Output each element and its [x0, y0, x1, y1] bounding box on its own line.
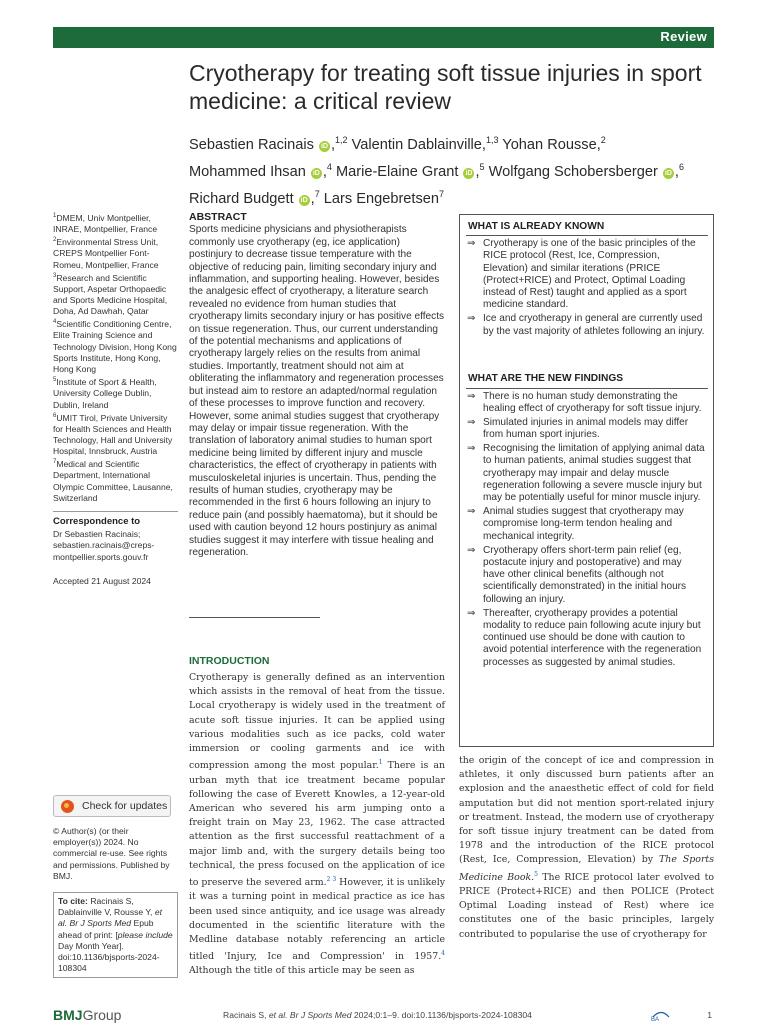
arrow-icon: ⇒ — [467, 313, 476, 325]
affiliation-sup: 7 — [53, 459, 57, 466]
body-text: Cryotherapy is generally defined as an intervention which assists in the removal of heat from the tissue. Local cryotherapy is widely used in the treatment of acute soft tissue injuries. It can be applied using various modalities such as ice packs, cold water immersion or cooling garments and ice with compression among the most popular. — [189, 672, 445, 772]
affiliations — [53, 211, 178, 504]
arrow-icon: ⇒ — [467, 544, 476, 556]
affiliation-text: Scientific Conditioning Centre, Elite Training Science and Technology Division, Hong Kong Sports Institute, Hong Kong, Hong Kong — [53, 319, 177, 375]
correspondence-heading: Correspondence to — [53, 516, 141, 527]
list-item-text: There is no human study demonstrating the healing effect of cryotherapy for soft tissue injury. — [483, 391, 702, 415]
abstract-heading: ABSTRACT — [189, 211, 247, 223]
affiliation-sup: 4 — [53, 319, 57, 326]
affiliation-text: DMEM, Univ Montpellier, INRAE, Montpellier, France — [53, 212, 158, 235]
list-item — [466, 608, 706, 669]
cite-journal: Br J Sports Med — [69, 918, 132, 929]
cite-doi[interactable]: Day Month Year]. doi:10.1136/bjsports-2024-108304 — [58, 940, 160, 974]
affiliation-sup: 2 — [53, 237, 57, 244]
author-affil-sup: 6 — [678, 161, 684, 172]
affiliation-item — [53, 271, 178, 318]
body-text: The RICE protocol later evolved to PRICE (Protect+RICE) and then POLICE (Protect Optimal Loading instead of Rest) where ice constitutes one of the basic principles, largely contributed to popularise the use of cryotherapy for — [459, 871, 714, 940]
affiliation-text: Medical and Scientific Department, International Olympic Committee, Lausanne, Switzerland — [53, 459, 173, 503]
affiliation-item — [53, 235, 178, 270]
orcid-icon[interactable]: iD — [465, 169, 473, 177]
affiliation-text: Environmental Stress Unit, CREPS Montpellier Font-Romeu, Montpellier, France — [53, 237, 159, 270]
page-footer — [53, 1007, 714, 1024]
author-name[interactable]: Valentin Dablainville, — [351, 136, 486, 153]
new-findings-heading: WHAT ARE THE NEW FINDINGS — [468, 373, 624, 384]
abstract-divider — [189, 617, 320, 618]
list-item-text: Recognising the limitation of applying animal data to human patients, animal studies suggest that cryotherapy may impair and delay muscle regeneration following a severe muscle injury but may be potentially useful for minor muscle injury. — [483, 443, 705, 504]
known-heading: WHAT IS ALREADY KNOWN — [468, 221, 605, 232]
copyright-notice: © Author(s) (or their employer(s)) 2024. No commercial re-use. See rights and permissions. Published by BMJ. — [53, 826, 170, 881]
author-name[interactable]: Yohan Rousse, — [502, 136, 601, 153]
affiliation-sup: 1 — [53, 213, 57, 219]
body-text: the origin of the concept of ice and compression in athletes, it only discussed burn patients after an explosion and the anaesthetic effect of cold for field amputation but did not mention sport-related injury or treatment. Instead, the modern use of cryotherapy for soft tissue injury treatment can be dated from 1978 and the introduction of the RICE protocol (Rest, Ice, Compression, Elevation) by — [459, 755, 714, 866]
section-banner — [53, 27, 714, 48]
arrow-icon: ⇒ — [467, 238, 476, 249]
reference-link[interactable]: 2 3 — [326, 875, 337, 883]
list-item-text: Animal studies suggest that cryotherapy may compromise long-term tendon healing and mechanical integrity. — [483, 506, 684, 542]
bmj-group-logo[interactable] — [53, 1007, 121, 1023]
author-name[interactable]: Richard Budgett — [189, 190, 294, 207]
cite-text: Racinais S, Dablainville V, Rousse Y, — [58, 896, 155, 918]
affiliation-item — [53, 375, 178, 410]
group-logo-text: Group — [82, 1007, 122, 1023]
affiliation-sup: 5 — [53, 377, 57, 384]
body-text: However, it is unlikely it was a turning point in medical practice as ice has been used since antiquity, and ice usage was already documented in the scientific literature with the Medline database notably referencing an article titled 'Injury, Ice and Compression' in 1957. — [189, 877, 445, 963]
orcid-icon[interactable]: iD — [300, 196, 308, 204]
list-item-text: Simulated injuries in animal models may differ from human sport injuries. — [483, 417, 689, 441]
cite-label: To cite: — [58, 896, 88, 906]
abstract — [189, 211, 445, 559]
article-title: Cryotherapy for treating soft tissue injuries in sport medicine: a critical review — [189, 60, 702, 114]
footer-citation — [223, 1010, 532, 1020]
author-affil-sup: 1,2 — [335, 135, 348, 145]
cite-placeholder: please include — [117, 929, 173, 940]
list-item — [466, 506, 706, 543]
author-affil-sup: 1,3 — [485, 135, 499, 145]
new-findings-list — [466, 391, 706, 671]
footer-citation-doi: 2024;0:1–9. doi:10.1136/bjsports-2024-108304 — [351, 1010, 532, 1020]
list-item — [466, 391, 706, 416]
affiliation-item — [53, 317, 178, 375]
correspondence — [53, 516, 178, 563]
reference-link[interactable]: 5 — [534, 870, 538, 878]
author-name[interactable]: Sebastien Racinais — [189, 136, 314, 153]
check-for-updates-button[interactable] — [53, 795, 171, 817]
bmj-logo-text: BMJ — [53, 1007, 83, 1023]
footer-citation-journal: et al. Br J Sports Med — [268, 1010, 352, 1020]
author-name[interactable]: Wolfgang Schobersberger — [488, 163, 658, 180]
author-affil-sup: 4 — [326, 161, 332, 172]
author-name[interactable]: Lars Engebretsen — [323, 190, 440, 207]
reference-link[interactable]: 1 — [378, 759, 383, 767]
check-for-updates-label: Check for updates — [82, 800, 168, 812]
arrow-icon: ⇒ — [467, 506, 476, 518]
introduction-heading: INTRODUCTION — [189, 655, 270, 667]
accepted-date: Accepted 21 August 2024 — [53, 576, 151, 586]
author-affil-sup: 2 — [600, 135, 606, 145]
divider — [466, 235, 708, 236]
affiliation-item — [53, 411, 178, 458]
affiliation-text: Institute of Sport & Health, University College Dublin, Dublin, Ireland — [53, 377, 157, 410]
author-list: Sebastien Racinais iD ,$^{1,2}$ Valentin Dablainville,$^{1,3}$ Yohan Rousse,$^2$ Mohammed Ihsan iD ,$^4$ Marie-Elaine Grant iD ,$^5$ Wolfgang Schobersberger iD ,$^6$ Richard Budgett iD ,$^7$ Lars Engebretsen$^7$ — [189, 135, 684, 207]
body-column-2: the origin of the concept of ice and compression in athletes, it only discussed burn patients after an explosion and the anaesthetic effect of cold for field amputation but did not mention sport-related injury or treatment. Instead, the modern use of cryotherapy for soft tissue injury treatment can be dated from 1978 and the introduction of the RICE protocol (Rest, Ice, Compression, Elevation) by The Sports Medicine Book.$^5$ The RICE protocol later evolved to PRICE (Protect+RICE) and then POLICE (Protect Optimal Loading instead of Rest) where ice constitutes one of the basic principles, largely contributed to popularise the use of cryotherapy for — [459, 755, 715, 940]
list-item-text: Thereafter, cryotherapy provides a potential modality to reduce pain following acute injury but continued use should be done with caution to avoid potential interference with the regeneration processes as suggested by animal studies. — [483, 607, 702, 668]
list-item — [466, 417, 706, 442]
cite-text: Epub ahead of print: [ — [58, 918, 154, 940]
arrow-icon: ⇒ — [467, 417, 476, 429]
crossmark-icon — [61, 800, 74, 813]
orcid-icon[interactable]: iD — [320, 142, 328, 150]
divider — [466, 388, 708, 389]
section-label: Review — [660, 29, 707, 44]
known-list — [466, 238, 706, 339]
affiliation-text: UMIT Tirol, Private University for Health Sciences and Health Technology, Hall and University Hospital, Innsbruck, Austria — [53, 412, 173, 457]
citation-box — [53, 892, 178, 978]
cite-etal: et al. — [58, 907, 162, 929]
footer-citation-text: Racinais S, — [223, 1010, 269, 1020]
affiliation-item — [53, 211, 178, 235]
list-item-text: Cryotherapy is one of the basic principles of the RICE protocol (Rest, Ice, Compression, Elevation) and similar iterations (PRICE (Protect+RICE) and Protect, Optimal Loading instead of Rest) taught and applied as a sport medicine standard. — [483, 238, 696, 311]
author-affil-sup: 5 — [479, 161, 485, 172]
body-text: There is an urban myth that ice treatment became popular following the case of Everett Knowles, a 12-year-old American who severed his arm jumping onto a freight train on May 23, 1962. The case attracted attention as the first successful reattachment of a major limb and, with the surgery details being too technical, the press focused on the application of ice to preserve the severed arm. — [189, 760, 445, 889]
author-affil-sup: 7 — [439, 188, 445, 199]
list-item — [466, 545, 706, 606]
list-item-text: Ice and cryotherapy in general are currently used by the vast majority of athletes following an injury. — [483, 313, 705, 337]
list-item — [466, 443, 706, 504]
page-number: 1 — [707, 1010, 712, 1020]
divider — [53, 511, 178, 512]
arrow-icon: ⇒ — [467, 607, 476, 619]
affiliation-sup: 6 — [53, 412, 57, 419]
orcid-icon[interactable]: iD — [664, 169, 672, 177]
author-name[interactable]: Marie-Elaine Grant — [335, 163, 459, 180]
author-name[interactable]: Mohammed Ihsan — [189, 163, 306, 180]
list-item-text: Cryotherapy offers short-term pain relief (eg, postacute injury and postoperative) and may have other clinical benefits (although not scientifically demonstrated) in the initial hours following an injury. — [483, 544, 687, 605]
logo-text: BA — [651, 1017, 660, 1022]
arrow-icon: ⇒ — [467, 391, 476, 402]
list-item — [466, 313, 706, 338]
orcid-icon[interactable]: iD — [312, 169, 320, 177]
abstract-text: Sports medicine physicians and physiotherapists commonly use cryotherapy (eg, ice application) postinjury to decrease tissue temperature with the objective of reducing pain, limiting secondary injury and inflammation, and supporting healing. However, besides the analgesic effect of cryotherapy, a literature search revealed no evidence from human studies that cryotherapy limits secondary injury or has positive effects on tissue regeneration. Thus, our current understanding of the potential mechanisms and applications of cryotherapy largely relies on the results from animal studies. Importantly, treatment should not aim at obliterating the inflammatory and regeneration processes but instead aim to restore an adapted/normal regulation of these processes to improve function and recovery. However, some animal studies suggest that cryotherapy may delay or impair tissue regeneration. With the translation of laboratory animal studies to human sport medicine being limited by different injury and muscle characteristics, the effect of cryotherapy in patients with musculoskeletal injuries is uncertain. Thus, pending the results of human studies, cryotherapy may be recommended in the first 6 hours following an injury to reduce pain (and possibly haematoma), but it should be used with caution beyond 12 hours postinjury as animal studies suggest it may interfere with tissue healing and regeneration. — [189, 224, 445, 558]
body-column-1 — [189, 671, 445, 979]
reference-link[interactable]: 4 — [441, 950, 445, 958]
affiliation-sup: 3 — [53, 272, 57, 279]
author-affil-sup: 7 — [314, 188, 320, 199]
correspondence-name: Dr Sebastien Racinais; — [53, 529, 141, 540]
basem-logo — [649, 1008, 673, 1022]
correspondence-email[interactable]: sebastien.racinais@creps-montpellier.sports.gouv.fr — [53, 540, 155, 562]
affiliation-text: Research and Scientific Support, Aspetar Orthopaedic and Sports Medicine Hospital, Doha, Ad Dawhah, Qatar — [53, 272, 168, 317]
book-title: The Sports Medicine Book — [459, 854, 715, 883]
summary-box — [459, 214, 714, 747]
list-item — [466, 238, 706, 312]
body-text: Although the title of this article may be seen as — [189, 965, 415, 977]
arrow-icon: ⇒ — [467, 443, 476, 455]
affiliation-item — [53, 457, 178, 504]
